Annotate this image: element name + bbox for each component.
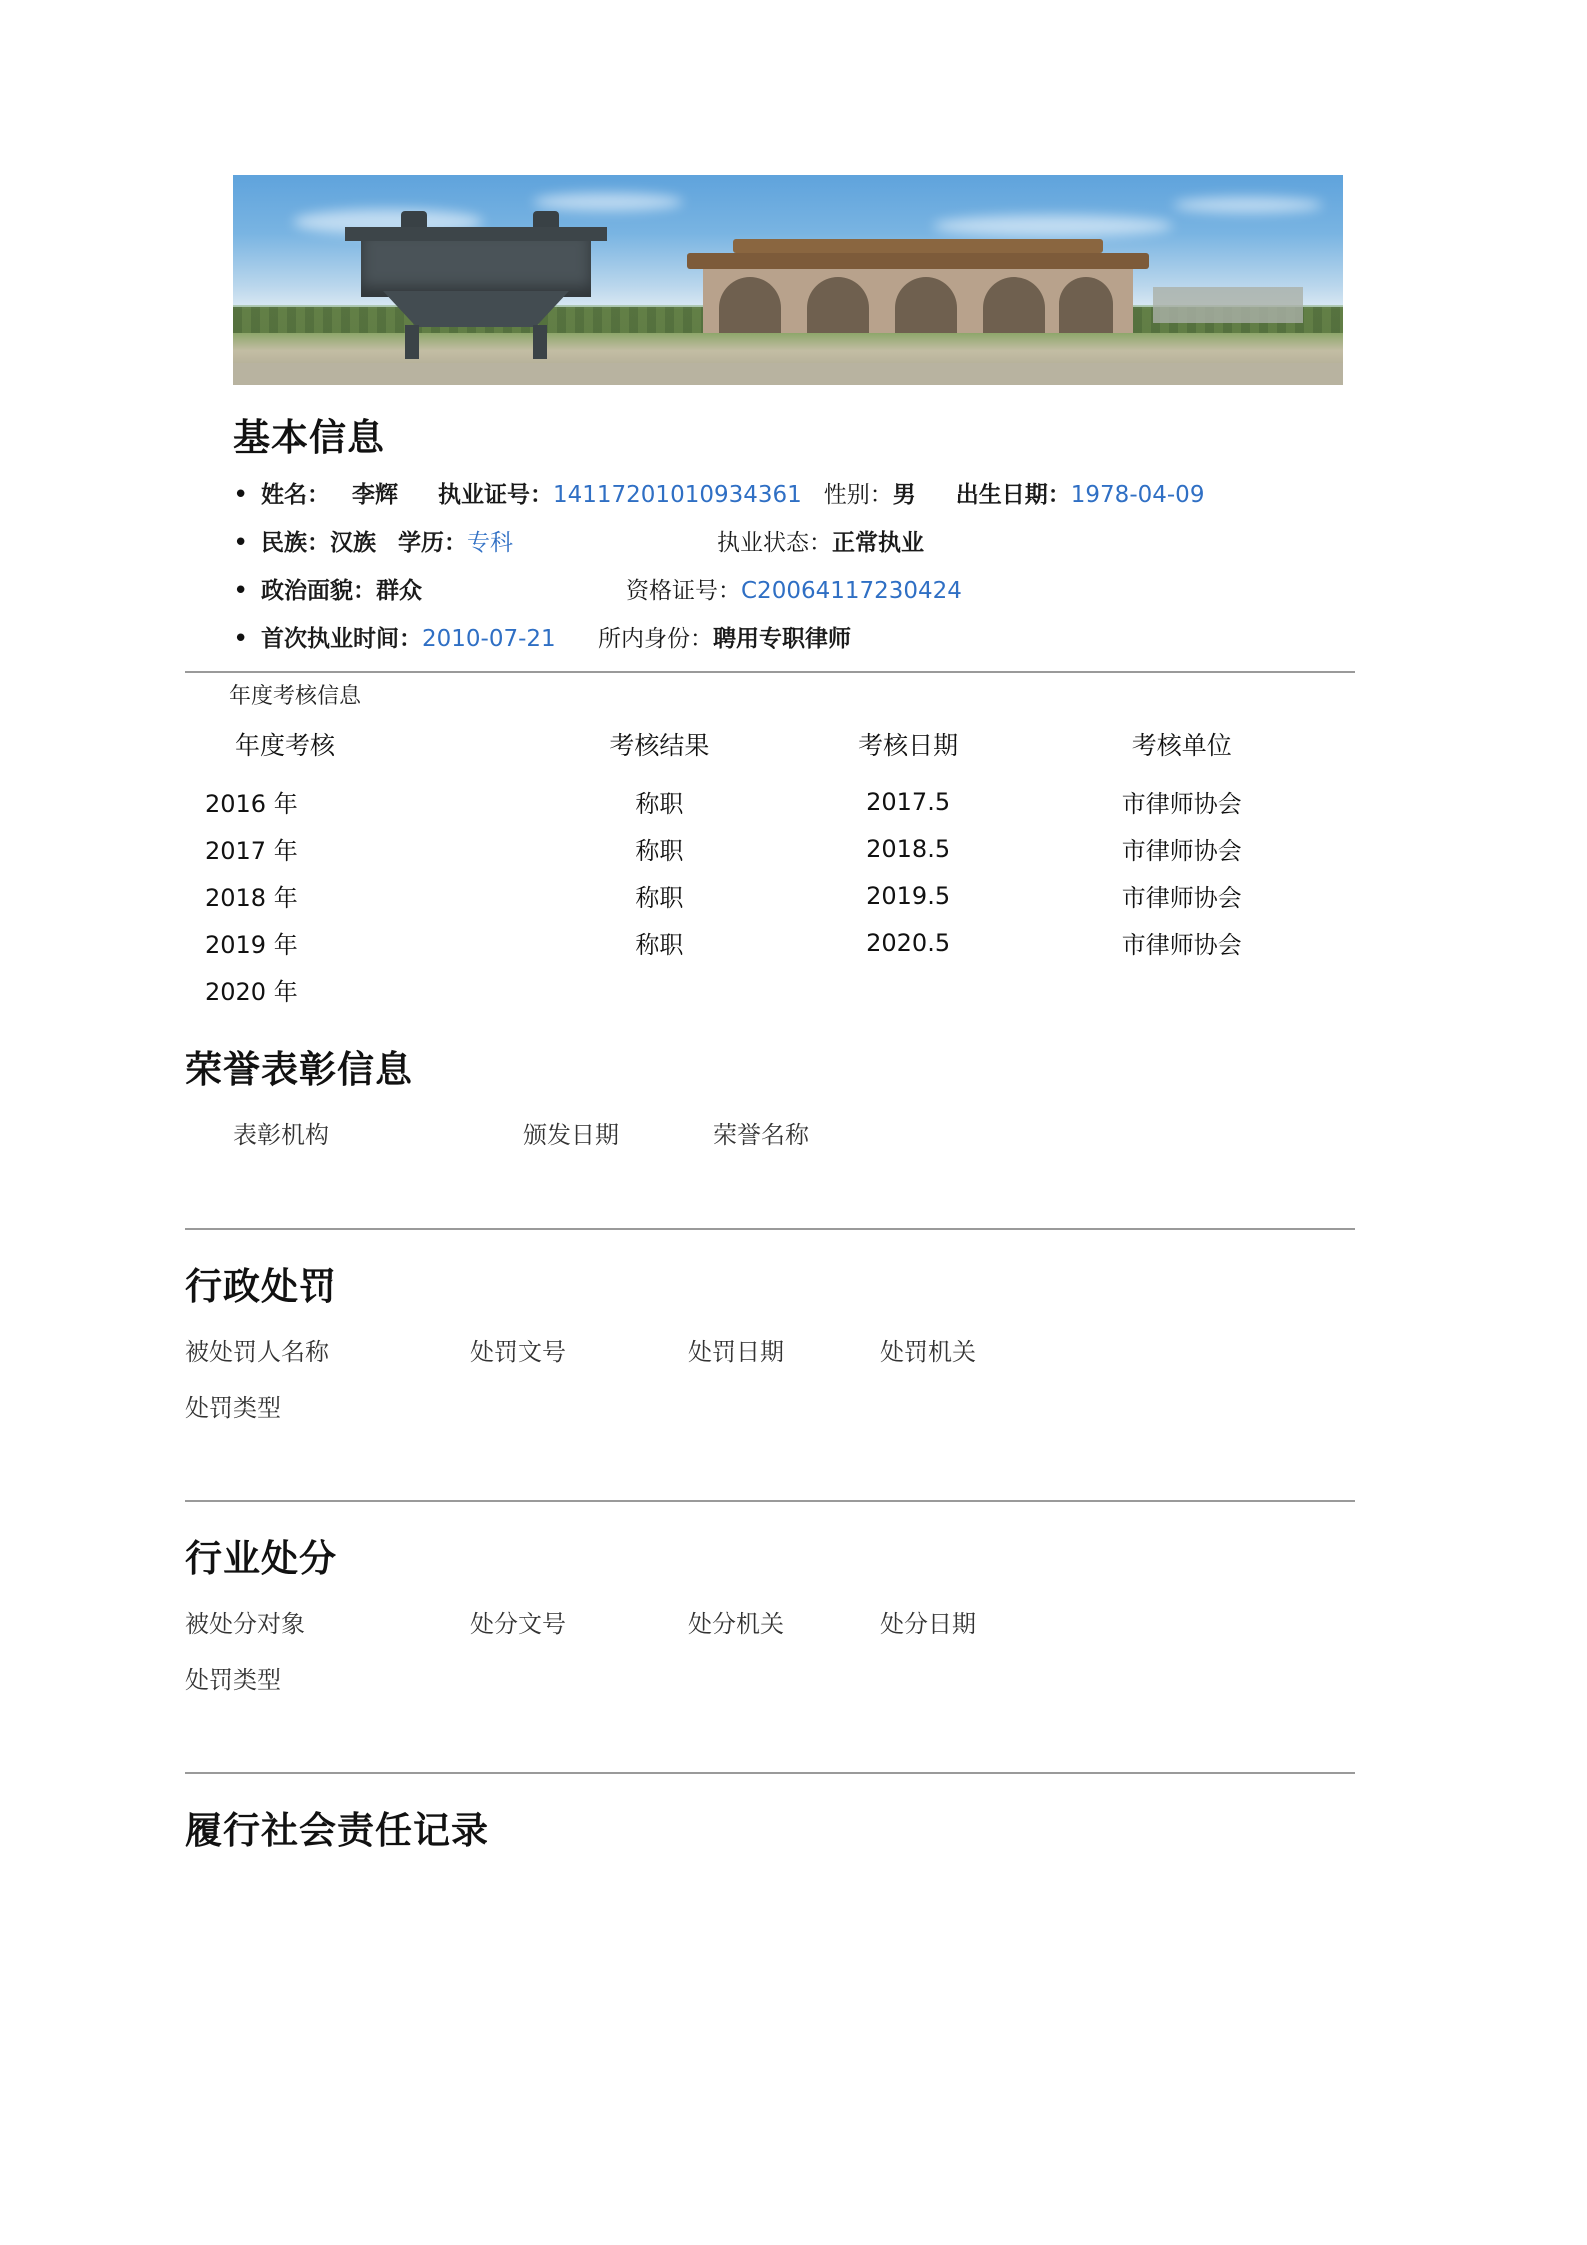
honors-empty-body (185, 1150, 1355, 1220)
divider (185, 1772, 1355, 1774)
ding-monument-body (361, 235, 591, 297)
cell-unit (1033, 966, 1332, 1013)
field-value-political-status: 群众 (376, 578, 422, 604)
cell-year: 2019 年 (205, 931, 298, 959)
table-row (191, 778, 1331, 825)
column-header-result: 考核结果 (609, 731, 710, 760)
column-header-honor-name: 荣誉名称 (713, 1121, 809, 1149)
gate-arch (807, 277, 869, 333)
cell-result: 称职 (635, 884, 684, 912)
cell-date: 2020.5 (866, 928, 951, 957)
cell-year: 2018 年 (205, 884, 298, 912)
divider (185, 1500, 1355, 1502)
column-header-penalty-type: 处罚类型 (185, 1394, 281, 1422)
gate-roof (687, 253, 1149, 269)
cell-date: 2019.5 (866, 881, 951, 910)
cell-year: 2020 年 (205, 978, 298, 1006)
column-header-penalized-person: 被处罚人名称 (185, 1338, 329, 1366)
table-header-row (191, 714, 1331, 778)
field-label-firm-identity: 所内身份： (598, 626, 713, 652)
cell-result (535, 966, 784, 1013)
column-header-discipline-doc-no: 处分文号 (470, 1610, 566, 1638)
cloud-shape (533, 193, 683, 211)
table-row (191, 825, 1331, 872)
column-header-penalty-authority: 处罚机关 (880, 1338, 976, 1366)
field-value-education: 专科 (467, 530, 513, 556)
field-header-row (185, 1380, 1355, 1436)
honors-column-headers (233, 1115, 1355, 1150)
field-value-license-no: 14117201010934361 (553, 482, 802, 508)
cell-unit: 市律师协会 (1121, 790, 1242, 818)
field-value-birthdate: 1978-04-09 (1070, 482, 1205, 508)
document-content (185, 175, 1355, 1864)
field-label-license-no: 执业证号： (438, 482, 553, 508)
cell-year: 2017 年 (205, 837, 298, 865)
divider (185, 1228, 1355, 1230)
field-value-ethnicity: 汉族 (330, 530, 376, 556)
field-header-row (185, 1652, 1355, 1708)
cell-date (784, 966, 1033, 1013)
column-header-year: 年度考核 (235, 731, 336, 760)
column-header-issue-date: 颁发日期 (523, 1121, 619, 1149)
field-value-name: 李辉 (352, 482, 398, 508)
column-header-penalty-type: 处罚类型 (185, 1666, 281, 1694)
industry-penalty-empty-body (185, 1708, 1355, 1764)
field-label-practice-status: 执业状态： (717, 530, 832, 556)
section-title-admin-penalty: 行政处罚 (185, 1265, 337, 1308)
gate-arch (719, 277, 781, 333)
cell-unit: 市律师协会 (1121, 837, 1242, 865)
column-header-awarding-org: 表彰机构 (233, 1121, 329, 1149)
cloud-shape (933, 215, 1173, 237)
cell-unit: 市律师协会 (1121, 884, 1242, 912)
cell-result: 称职 (635, 931, 684, 959)
admin-penalty-empty-body (185, 1436, 1355, 1492)
cloud-shape (1173, 197, 1323, 213)
field-value-qualification-no: C20064117230424 (741, 578, 962, 604)
table-row (191, 966, 1331, 1013)
table-row (191, 872, 1331, 919)
field-label-name: 姓名： (261, 482, 330, 508)
column-header-disciplined-subject: 被处分对象 (185, 1610, 305, 1638)
column-header-discipline-date: 处分日期 (880, 1610, 976, 1638)
monument-leg (405, 325, 419, 359)
cell-date: 2017.5 (866, 787, 951, 816)
field-value-practice-status: 正常执业 (832, 530, 924, 556)
field-label-qualification-no: 资格证号： (626, 578, 741, 604)
field-label-ethnicity: 民族： (261, 530, 330, 556)
monument-leg (533, 325, 547, 359)
table-row (191, 919, 1331, 966)
cell-date: 2018.5 (866, 834, 951, 863)
section-title-basic-info: 基本信息 (233, 416, 385, 459)
basic-info-list (185, 471, 1355, 663)
field-label-birthdate: 出生日期： (955, 482, 1071, 508)
list-item (185, 519, 1355, 567)
column-header-penalty-date: 处罚日期 (688, 1338, 784, 1366)
archway-gate (703, 253, 1133, 333)
list-item (185, 615, 1355, 663)
cell-unit: 市律师协会 (1121, 931, 1242, 959)
field-label-gender: 性别： (823, 482, 893, 508)
field-header-row (185, 1324, 1355, 1380)
section-title-annual-review: 年度考核信息 (229, 684, 362, 709)
column-header-date: 考核日期 (858, 731, 959, 760)
gate-arch (1059, 277, 1113, 333)
field-header-row (185, 1596, 1355, 1652)
gate-arch (895, 277, 957, 333)
annual-review-table (191, 714, 1331, 1013)
column-header-unit: 考核单位 (1131, 731, 1232, 760)
cell-year: 2016 年 (205, 790, 298, 818)
section-title-industry-penalty: 行业处分 (185, 1537, 337, 1580)
field-value-first-practice-date: 2010-07-21 (422, 626, 556, 652)
column-header-discipline-authority: 处分机关 (688, 1610, 784, 1638)
cell-result: 称职 (635, 790, 684, 818)
section-title-social-responsibility: 履行社会责任记录 (185, 1809, 489, 1852)
gate-arch (983, 277, 1045, 333)
banner-road (233, 363, 1343, 385)
field-label-education: 学历： (398, 530, 467, 556)
divider (185, 671, 1355, 673)
field-value-firm-identity: 聘用专职律师 (713, 626, 851, 652)
industry-penalty-columns (185, 1596, 1355, 1708)
background-building (1153, 287, 1303, 323)
list-item (185, 471, 1355, 519)
gate-upper-roof (733, 239, 1103, 253)
field-value-gender: 男 (892, 482, 916, 508)
header-banner-image (233, 175, 1343, 385)
section-title-honors: 荣誉表彰信息 (185, 1048, 413, 1091)
column-header-penalty-doc-no: 处罚文号 (470, 1338, 566, 1366)
field-label-political-status: 政治面貌： (261, 578, 376, 604)
list-item (185, 567, 1355, 615)
cell-result: 称职 (635, 837, 684, 865)
admin-penalty-columns (185, 1324, 1355, 1436)
field-label-first-practice-date: 首次执业时间： (261, 626, 422, 652)
